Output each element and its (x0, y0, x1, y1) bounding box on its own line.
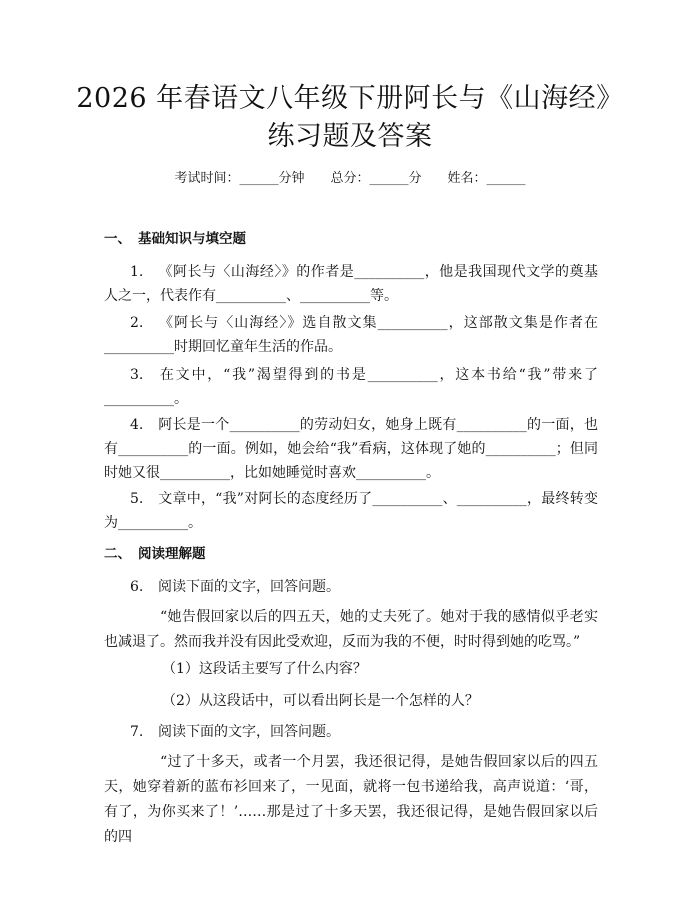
question-text: 《阿长与〈山海经〉》选自散文集__________，这部散文集是作者在__________时期回忆童年生活的作品。 (104, 315, 598, 355)
question-number: 7. (130, 724, 144, 740)
exam-time: 考试时间：______分钟 (174, 171, 305, 186)
section-number: 二、 (104, 546, 131, 562)
document-title-line-1: 2026 年春语文八年级下册阿长与《山海经》 (76, 83, 624, 114)
question-6-subquestion-1: （1）这段话主要写了什么内容？ (162, 661, 367, 677)
question-6-passage: “她告假回家以后的四五天，她的丈夫死了。她对于我的感情似乎老实也减退了。然而我并没有因此受欢迎，反而为我的不便，时时得到她的吃骂。” (104, 609, 598, 650)
question-text: 在文中，“我”渴望得到的书是__________，这本书给“我”带来了__________。 (104, 367, 598, 407)
section-heading-2 (104, 545, 206, 563)
question-text: 阿长是一个__________的劳动妇女，她身上既有__________的一面，也有__________的一面。例如，她会给“我”看病，这体现了她的__________；但同时她又很__________，比如她睡觉时喜欢__________。 (104, 417, 598, 481)
question-6-subquestion-2: （2）从这段话中，可以看出阿长是一个怎样的人？ (162, 693, 479, 709)
question-number: 6. (130, 579, 144, 595)
question-text: 阅读下面的文字，回答问题。 (158, 724, 340, 740)
question-text: 阅读下面的文字，回答问题。 (158, 579, 340, 595)
section-title: 基础知识与填空题 (138, 231, 246, 247)
exam-info (0, 170, 700, 188)
question-text: 文章中，“我”对阿长的态度经历了__________、__________，最终转变为__________。 (104, 491, 598, 531)
question-5 (104, 487, 598, 535)
exam-total-score: 总分：______分 (330, 171, 422, 186)
question-7-passage: “过了十多天，或者一个月罢，我还很记得，是她告假回家以后的四五天，她穿着新的蓝布衫回来了，一见面，就将一包书递给我，高声说道：‘哥，有了，为你买来了！’……那是过了十多天罢，我还很记得，是她告假回家以后的四 (104, 754, 598, 845)
question-number: 1. (130, 264, 144, 280)
question-1 (104, 260, 598, 308)
exam-name: 姓名：______ (447, 171, 526, 186)
section-title: 阅读理解题 (138, 546, 206, 562)
section-number: 一、 (104, 231, 131, 247)
question-number: 5. (130, 491, 144, 507)
question-2 (104, 311, 598, 359)
document-title-line-2: 练习题及答案 (267, 121, 433, 152)
question-number: 2. (130, 315, 144, 331)
question-7 (130, 720, 340, 744)
question-number: 3. (130, 367, 144, 383)
question-text: 《阿长与〈山海经〉》的作者是__________，他是我国现代文学的奠基人之一，代表作有__________、__________等。 (104, 264, 598, 304)
question-number: 4. (130, 417, 144, 433)
question-3 (104, 363, 598, 411)
question-4 (104, 413, 598, 485)
question-6 (130, 575, 340, 599)
section-heading-1 (104, 230, 246, 248)
